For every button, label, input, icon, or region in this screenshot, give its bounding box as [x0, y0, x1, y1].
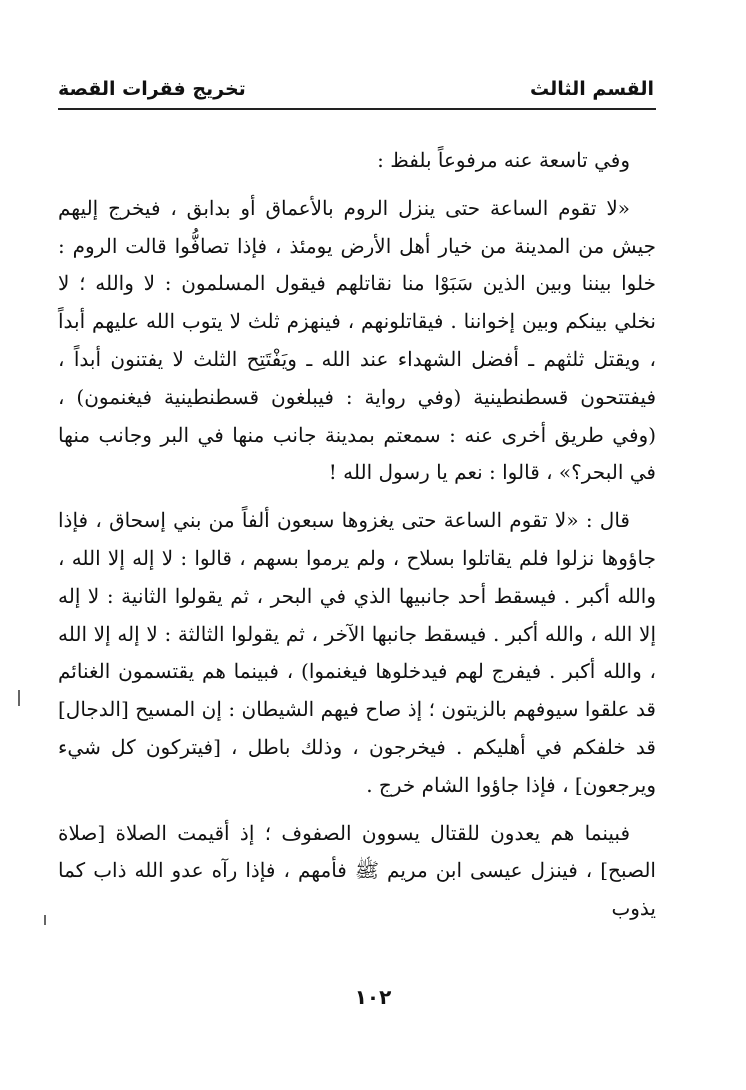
paragraph-hadith-rum: «لا تقوم الساعة حتى ينزل الروم بالأعماق أو بدابق ، فيخرج إليهم جيش من المدينة من خيار أهل الأرض يومئذ ، فإذا تصافُّوا قالت الروم : خلوا بيننا وبين الذين سَبَوْا منا نقاتلهم فيقول المسلمون : لا والله ؛ لا نخلي بينكم وبين إخواننا . فيقاتلونهم ، فينهزم ثلث لا يتوب الله عليهم أبداً ، ويقتل ثلثهم ـ أفضل الشهداء عند الله ـ ويَفْتَتِح الثلث لا يفتنون أبداً ، فيفتتحون قسطنطينية (وفي رواية : فيبلغون قسطنطينية فيغنمون) ، (وفي طريق أخرى عنه : سمعتم بمدينة جانب منها في البر وجانب منها في البحر؟» ، قالوا : نعم يا رسول الله ! — [58, 195, 656, 485]
running-header — [58, 72, 654, 106]
chapter-title: تخريج فقرات القصة — [58, 78, 246, 100]
header-divider — [58, 108, 656, 110]
page-number: ١٠٢ — [354, 985, 392, 1009]
section-title: القسم الثالث — [530, 78, 654, 100]
body-text — [58, 142, 656, 928]
margin-mark — [18, 690, 20, 706]
paragraph-isa-descent: فبينما هم يعدون للقتال يسوون الصفوف ؛ إذ أقيمت الصلاة [صلاة الصبح] ، فينزل عيسى ابن مريم ﷺ فأمهم ، فإذا رآه عدو الله ذاب كما يذوب — [58, 820, 656, 921]
margin-mark — [44, 915, 46, 925]
paragraph-hadith-ishaq: قال : «لا تقوم الساعة حتى يغزوها سبعون ألفاً من بني إسحاق ، فإذا جاؤوها نزلوا فلم يقاتلوا بسلاح ، ولم يرموا بسهم ، قالوا : لا إله إلا الله ، والله أكبر . فيسقط أحد جانبيها الذي في البحر ، ثم يقولوا الثانية : لا إله إلا الله ، والله أكبر . فيسقط جانبها الآخر ، ثم يقولوا الثالثة : لا إله إلا الله ، والله أكبر . فيفرج لهم فيدخلوها فيغنموا) ، فبينما هم يقتسمون الغنائم قد علقوا سيوفهم بالزيتون ؛ إذ صاح فيهم الشيطان : إن المسيح [الدجال] قد خلفكم في أهليكم . فيخرجون ، وذلك باطل ، [فيتركون كل شيء ويرجعون] ، فإذا جاؤوا الشام خرج . — [58, 508, 656, 797]
paragraph-intro: وفي تاسعة عنه مرفوعاً بلفظ : — [377, 148, 630, 172]
